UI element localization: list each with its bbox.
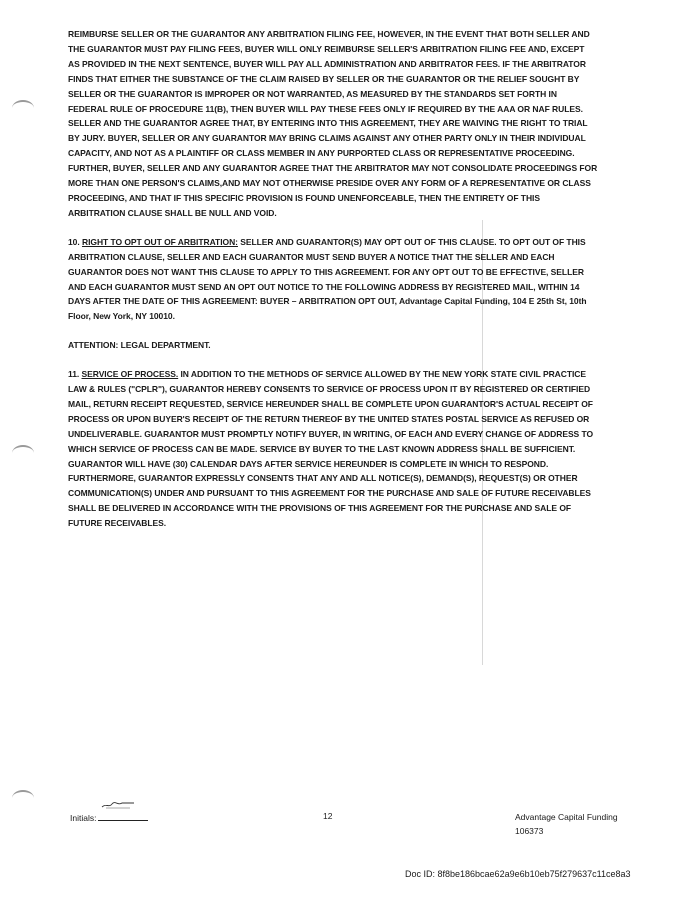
page-number: 12 [323,811,333,821]
section-10-address: Advantage Capital Funding, 104 E 25th St, 10th Floor, New York, NY 10010. [68,296,587,322]
section-11-heading: SERVICE OF PROCESS. [81,369,179,380]
doc-id: Doc ID: 8f8be186bcae62a9e6b10eb75f279637c11ce8a3 [405,869,631,879]
initials-line [98,811,148,821]
initials-field [70,811,148,823]
section-11-body: IN ADDITION TO THE METHODS OF SERVICE ALLOWED BY THE NEW YORK STATE CIVIL PRACTICE LAW & RULES ("CPLR"), GUARANTOR HEREBY CONSENTS TO SERVICE OF PROCESS UPON IT BY REGISTERED OR CERTIFIED MAIL, RETURN RECEIPT REQUESTED, SERVICE HEREUNDER SHALL BE COMPLETE UPON GUARANTOR'S ACTUAL RECEIPT OF PROCESS OR UPON BUYER'S RECEIPT OF THE RETURN THEREOF BY THE UNITED STATES POSTAL SERVICE AS REFUSED OR UNDELIVERABLE. GUARANTOR MUST PROMPTLY NOTIFY BUYER, IN WRITING, OF EACH AND EVERY CHANGE OF ADDRESS TO WHICH SERVICE OF PROCESS CAN BE MADE. SERVICE BY BUYER TO THE LAST KNOWN ADDRESS SHALL BE SUFFICIENT. GUARANTOR WILL HAVE (30) CALENDAR DAYS AFTER SERVICE HEREUNDER IS COMPLETE IN WHICH TO RESPOND. FURTHERMORE, GUARANTOR EXPRESSLY CONSENTS THAT ANY AND ALL NOTICE(S), DEMAND(S), REQUEST(S) OR OTHER COMMUNICATION(S) UNDER AND PURSUANT TO THIS AGREEMENT FOR THE PURCHASE AND SALE OF FUTURE RECEIVABLES SHALL BE DELIVERED IN ACCORDANCE WITH THE PROVISIONS OF THIS AGREEMENT FOR THE PURCHASE AND SALE OF FUTURE RECEIVABLES. [68,369,594,529]
section-10-number: 10. [68,236,80,247]
punch-hole-icon [12,790,34,806]
initials-signature-icon [100,800,136,810]
punch-hole-icon [12,445,34,461]
footer-company [515,810,618,838]
initials-label: Initials: [70,813,97,823]
section-10-body: SELLER AND GUARANTOR(S) MAY OPT OUT OF THIS CLAUSE. TO OPT OUT OF THIS ARBITRATION CLAUSE, SELLER AND EACH GUARANTOR MUST SEND BUYER A NOTICE THAT THE SELLER AND EACH GUARANTOR DOES NOT WANT THIS CLAUSE TO APPLY TO THIS AGREEMENT. FOR ANY OPT OUT TO BE EFFECTIVE, SELLER AND EACH GUARANTOR MUST SEND AN OPT OUT NOTICE TO THE FOLLOWING ADDRESS BY REGISTERED MAIL, WITHIN 14 DAYS AFTER THE DATE OF THIS AGREEMENT: BUYER – ARBITRATION OPT OUT, [68,236,586,307]
company-number: 106373 [515,826,544,836]
section-11 [68,367,598,531]
punch-hole-icon [12,100,34,116]
company-name: Advantage Capital Funding [515,812,618,822]
attention-line: ATTENTION: LEGAL DEPARTMENT. [68,340,211,351]
section-10 [68,235,598,324]
section-11-number: 11. [68,369,80,380]
document-body [68,27,598,531]
arbitration-paragraph: REIMBURSE SELLER OR THE GUARANTOR ANY ARBITRATION FILING FEE, HOWEVER, IN THE EVENT THAT BOTH SELLER AND THE GUARANTOR MUST PAY FILING FEES, BUYER WILL ONLY REIMBURSE SELLER'S ARBITRATION FILING FEE AND, EXCEPT AS PROVIDED IN THE NEXT SENTENCE, BUYER WILL PAY ALL ADMINISTRATION AND ARBITRATOR FEES. IF THE ARBITRATOR FINDS THAT EITHER THE SUBSTANCE OF THE CLAIM RAISED BY SELLER OR THE GUARANTOR OR THE RELIEF SOUGHT BY SELLER OR THE GUARANTOR IS IMPROPER OR NOT WARRANTED, AS MEASURED BY THE STANDARDS SET FORTH IN FEDERAL RULE OF PROCEDURE 11(B), THEN BUYER WILL PAY THESE FEES ONLY IF REQUIRED BY THE AAA OR NAF RULES. SELLER AND THE GUARANTOR AGREE THAT, BY ENTERING INTO THIS AGREEMENT, THEY ARE WAIVING THE RIGHT TO TRIAL BY JURY. BUYER, SELLER OR ANY GUARANTOR MAY BRING CLAIMS AGAINST ANY OTHER PARTY ONLY IN THEIR INDIVIDUAL CAPACITY, AND NOT AS A PLAINTIFF OR CLASS MEMBER IN ANY PURPORTED CLASS OR REPRESENTATIVE PROCEEDING. FURTHER, BUYER, SELLER AND ANY GUARANTOR AGREE THAT THE ARBITRATOR MAY NOT CONSOLIDATE PROCEEDINGS FOR MORE THAN ONE PERSON'S CLAIMS,AND MAY NOT OTHERWISE PRESIDE OVER ANY FORM OF A REPRESENTATIVE OR CLASS PROCEEDING, AND THAT IF THIS SPECIFIC PROVISION IS FOUND UNENFORCEABLE, THEN THE ENTIRETY OF THIS ARBITRATION CLAUSE SHALL BE NULL AND VOID. [68,29,598,218]
section-10-heading: RIGHT TO OPT OUT OF ARBITRATION: [81,236,238,247]
